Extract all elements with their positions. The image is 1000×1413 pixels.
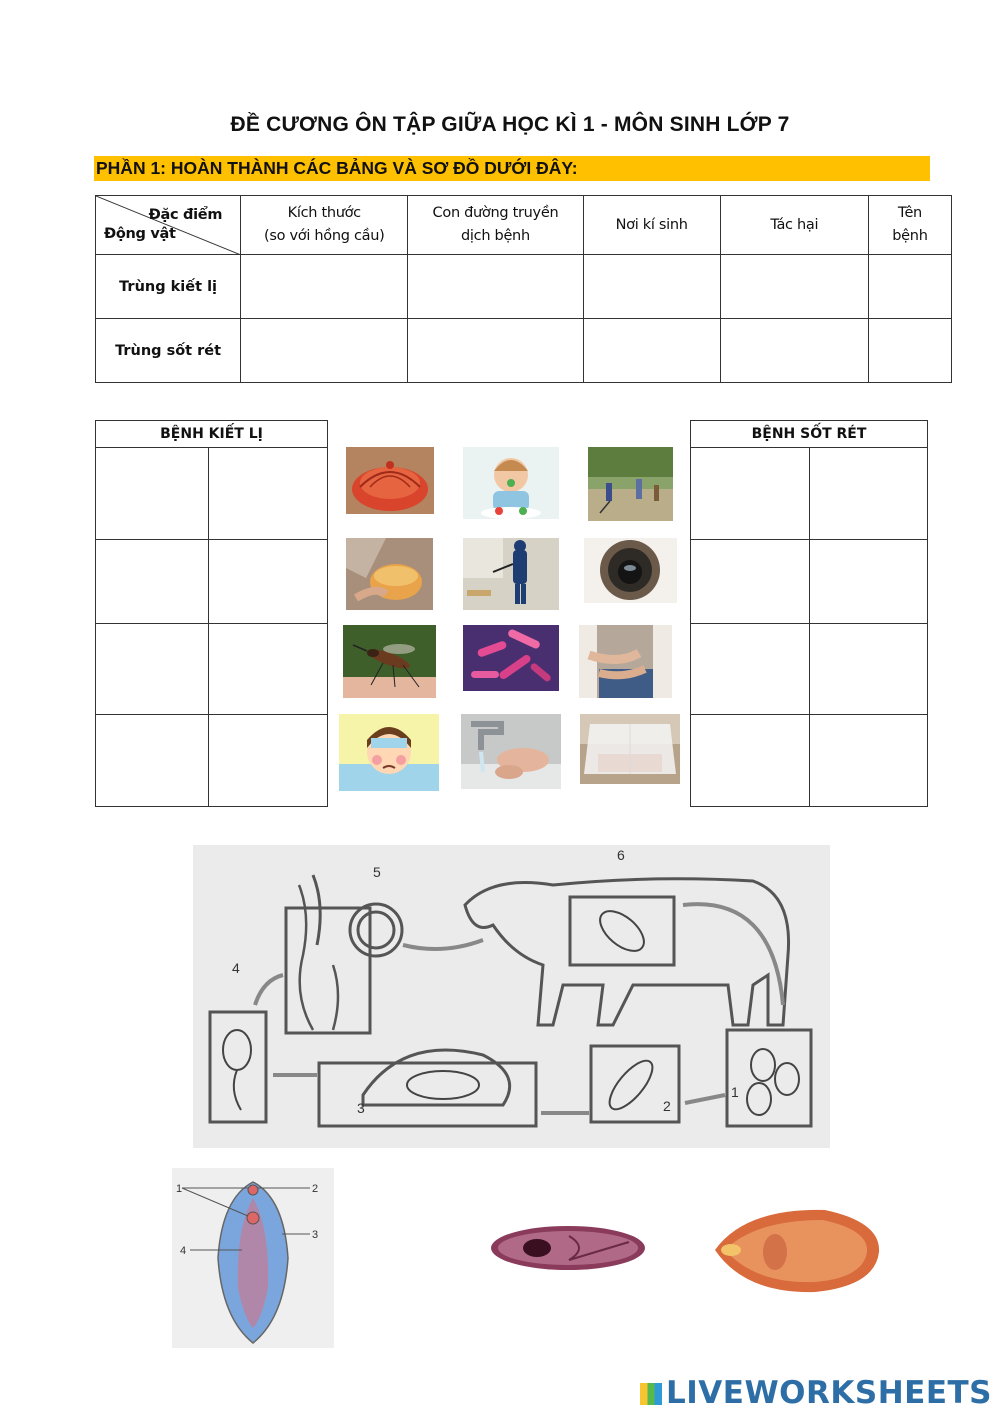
column-header: Tác hại bbox=[720, 196, 868, 255]
column-header: Nơi kí sinh bbox=[583, 196, 720, 255]
drop-zone[interactable] bbox=[810, 448, 928, 540]
lifecycle-label: 6 bbox=[617, 847, 625, 863]
dysentery-box bbox=[95, 420, 328, 807]
drop-zone[interactable] bbox=[209, 540, 328, 624]
drop-zone[interactable] bbox=[96, 540, 209, 624]
well-photo[interactable] bbox=[584, 538, 677, 603]
liveworksheets-logo-icon bbox=[640, 1383, 662, 1405]
food-cover-photo[interactable] bbox=[346, 447, 434, 514]
fluke-photo-1[interactable] bbox=[489, 1222, 647, 1274]
lifecycle-label: 5 bbox=[373, 864, 381, 880]
drop-zone[interactable] bbox=[209, 624, 328, 715]
child-eating-photo[interactable] bbox=[463, 447, 559, 519]
drop-zone[interactable] bbox=[810, 624, 928, 715]
anatomy-label: 1 bbox=[176, 1183, 183, 1195]
answer-cell[interactable] bbox=[241, 319, 408, 383]
liver-fluke-anatomy-diagram bbox=[172, 1168, 334, 1348]
drop-zone[interactable] bbox=[209, 715, 328, 807]
drop-zone[interactable] bbox=[96, 448, 209, 540]
lifecycle-label: 2 bbox=[663, 1098, 671, 1114]
row-label: Trùng sốt rét bbox=[96, 319, 241, 383]
worker-spraying-photo[interactable] bbox=[463, 538, 559, 610]
page-title: ĐỀ CƯƠNG ÔN TẬP GIỮA HỌC KÌ 1 - MÔN SINH LỚP 7 bbox=[230, 113, 790, 136]
dysentery-box-title: BỆNH KIẾT LỊ bbox=[96, 421, 328, 448]
column-header: Con đường truyền dịch bệnh bbox=[408, 196, 583, 255]
drop-zone[interactable] bbox=[810, 715, 928, 807]
part1-heading: PHẦN 1: HOÀN THÀNH CÁC BẢNG VÀ SƠ ĐỒ DƯỚI ĐÂY: bbox=[94, 156, 930, 181]
drop-zone[interactable] bbox=[691, 540, 810, 624]
mosquito-photo[interactable] bbox=[343, 625, 436, 698]
answer-cell[interactable] bbox=[720, 255, 868, 319]
drop-zone[interactable] bbox=[691, 448, 810, 540]
stomach-ache-photo[interactable] bbox=[579, 625, 672, 698]
lifecycle-label: 3 bbox=[357, 1100, 365, 1116]
answer-cell[interactable] bbox=[868, 319, 951, 383]
column-header: Tên bệnh bbox=[868, 196, 951, 255]
malaria-box-title: BỆNH SỐT RÉT bbox=[691, 421, 928, 448]
answer-cell[interactable] bbox=[583, 255, 720, 319]
mosquito-net-photo[interactable] bbox=[580, 714, 680, 784]
answer-cell[interactable] bbox=[868, 255, 951, 319]
characteristics-table bbox=[95, 195, 952, 383]
answer-cell[interactable] bbox=[408, 319, 583, 383]
drop-zone[interactable] bbox=[691, 624, 810, 715]
corner-bottom-label: Động vật bbox=[104, 226, 176, 242]
hands-bowl-photo[interactable] bbox=[346, 538, 433, 610]
answer-cell[interactable] bbox=[408, 255, 583, 319]
anatomy-label: 3 bbox=[312, 1229, 319, 1241]
liveworksheets-logo: LIVEWORKSHEETS bbox=[640, 1375, 992, 1411]
table-corner-cell bbox=[96, 196, 241, 255]
answer-cell[interactable] bbox=[241, 255, 408, 319]
drop-zone[interactable] bbox=[691, 715, 810, 807]
drop-zone[interactable] bbox=[96, 715, 209, 807]
anatomy-label: 2 bbox=[312, 1183, 319, 1195]
lifecycle-label: 1 bbox=[731, 1084, 739, 1100]
drop-zone[interactable] bbox=[96, 624, 209, 715]
sick-child-photo[interactable] bbox=[339, 714, 439, 791]
malaria-box bbox=[690, 420, 928, 807]
lifecycle-label: 4 bbox=[232, 960, 240, 976]
hand-washing-photo[interactable] bbox=[461, 714, 561, 789]
drop-zone[interactable] bbox=[209, 448, 328, 540]
drop-zone[interactable] bbox=[810, 540, 928, 624]
answer-cell[interactable] bbox=[720, 319, 868, 383]
people-cleaning-yard-photo[interactable] bbox=[588, 447, 673, 521]
liver-fluke-lifecycle-diagram bbox=[193, 845, 830, 1148]
anatomy-label: 4 bbox=[180, 1245, 187, 1257]
fluke-photo-2[interactable] bbox=[705, 1202, 882, 1298]
corner-top-label: Đặc điểm bbox=[148, 207, 223, 223]
column-header: Kích thước (so với hồng cầu) bbox=[241, 196, 408, 255]
bacteria-photo[interactable] bbox=[463, 625, 559, 691]
row-label: Trùng kiết lị bbox=[96, 255, 241, 319]
answer-cell[interactable] bbox=[583, 319, 720, 383]
